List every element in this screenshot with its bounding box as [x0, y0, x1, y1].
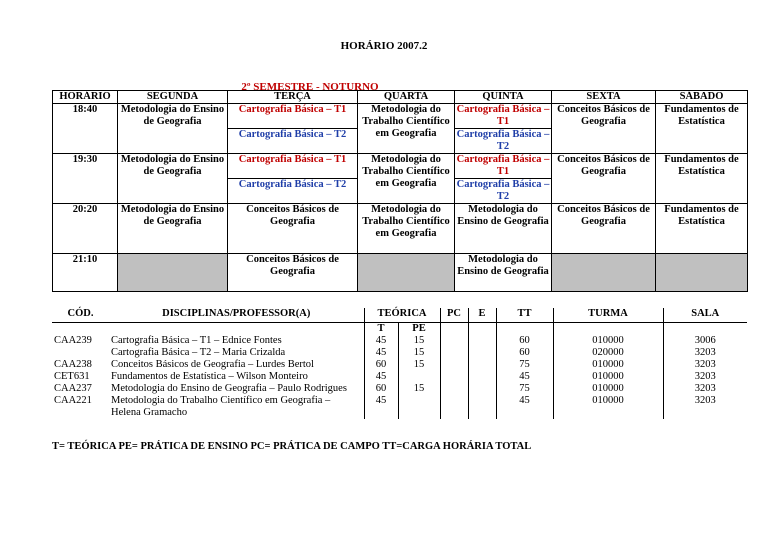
discipline-t: 45	[364, 371, 398, 383]
header-horario: HORÁRIO	[53, 91, 118, 104]
quinta-cell: Metodologia do Ensino de Geografia	[455, 204, 552, 254]
quinta-t2-cell: Cartografia Básica – T2	[455, 129, 552, 154]
discipline-code: CAA237	[54, 383, 92, 394]
discipline-t: 60	[364, 383, 398, 395]
time-cell: 19:30	[53, 154, 118, 204]
time-cell: 20:20	[53, 204, 118, 254]
schedule-table	[52, 90, 748, 292]
header-e: E	[468, 308, 496, 323]
terca-cell: Conceitos Básicos de Geografia	[228, 204, 358, 254]
sexta-cell: Conceitos Básicos de Geografia	[552, 104, 656, 154]
semester-label: 2º SEMESTRE - NOTURNO	[241, 81, 379, 93]
discipline-sala: 3203	[663, 383, 747, 395]
schedule-header-row	[53, 91, 748, 104]
page-title: HORÁRIO 2007.2	[340, 40, 428, 52]
discipline-tt: 60	[496, 335, 553, 347]
header-quinta: QUINTA	[455, 91, 552, 104]
discipline-sala: 3203	[663, 347, 747, 359]
segunda-cell: Metodologia do Ensino de Geografia	[118, 104, 228, 154]
empty-grey-cell	[358, 254, 455, 292]
quarta-cell: Metodologia do Trabalho Científico em Geografia	[358, 104, 455, 154]
header-quarta: QUARTA	[358, 91, 455, 104]
discipline-row	[52, 383, 747, 395]
time-cell: 18:40	[53, 104, 118, 154]
sexta-cell: Conceitos Básicos de Geografia	[552, 154, 656, 204]
discipline-row	[52, 335, 747, 347]
discipline-code: CAA239	[54, 335, 92, 346]
quinta-t1-cell: Cartografia Básica – T1	[455, 104, 552, 129]
discipline-t: 45	[364, 347, 398, 359]
terca-t1-cell: Cartografia Básica – T1	[228, 154, 358, 179]
discipline-name: Conceitos Básicos de Geografia – Lurdes Bertol	[111, 359, 314, 370]
quarta-cell: Metodologia do Trabalho Científico em Geografia	[358, 154, 455, 204]
header-pe: PE	[398, 323, 440, 336]
quinta-cell: Metodologia do Ensino de Geografia	[455, 254, 552, 292]
discipline-name: Metodologia do Trabalho Científico em Geografia – Helena Gramacho	[111, 395, 331, 418]
header-pc: PC	[440, 308, 468, 323]
discipline-sala: 3203	[663, 371, 747, 383]
discipline-t: 60	[364, 359, 398, 371]
disciplines-header-row	[52, 308, 747, 323]
discipline-pe: 15	[398, 359, 440, 371]
segunda-cell: Metodologia do Ensino de Geografia	[118, 154, 228, 204]
quinta-t2-cell: Cartografia Básica – T2	[455, 179, 552, 204]
header-tt: TT	[496, 308, 553, 323]
quarta-cell: Metodologia do Trabalho Científico em Geografia	[358, 204, 455, 254]
terca-t2-cell: Cartografia Básica – T2	[228, 129, 358, 154]
empty-grey-cell	[656, 254, 748, 292]
time-cell: 21:10	[53, 254, 118, 292]
disciplines-table	[52, 308, 747, 419]
discipline-turma: 010000	[553, 371, 663, 383]
discipline-tt: 75	[496, 383, 553, 395]
sexta-cell: Conceitos Básicos de Geografia	[552, 204, 656, 254]
discipline-turma: 020000	[553, 347, 663, 359]
discipline-name: Fundamentos de Estatística – Wilson Monteiro	[111, 371, 308, 382]
discipline-turma: 010000	[553, 359, 663, 371]
sabado-cell: Fundamentos de Estatística	[656, 104, 748, 154]
schedule-row	[53, 254, 748, 292]
terca-cell: Conceitos Básicos de Geografia	[228, 254, 358, 292]
discipline-sala: 3203	[663, 395, 747, 419]
empty-grey-cell	[552, 254, 656, 292]
discipline-code: CAA221	[54, 395, 92, 406]
discipline-tt: 75	[496, 359, 553, 371]
empty-grey-cell	[118, 254, 228, 292]
discipline-pe	[398, 371, 440, 383]
header-sala: SALA	[663, 308, 747, 323]
header-cod: CÓD.	[52, 308, 109, 323]
quinta-t1-cell: Cartografia Básica – T1	[455, 154, 552, 179]
schedule-row	[53, 104, 748, 129]
discipline-code	[52, 347, 109, 359]
disciplines-subheader-row	[52, 323, 747, 336]
discipline-pe: 15	[398, 347, 440, 359]
terca-t2-cell: Cartografia Básica – T2	[228, 179, 358, 204]
header-terca: TERÇA	[228, 91, 358, 104]
header-t: T	[364, 323, 398, 336]
segunda-cell: Metodologia do Ensino de Geografia	[118, 204, 228, 254]
discipline-turma: 010000	[553, 335, 663, 347]
discipline-sala: 3203	[663, 359, 747, 371]
discipline-row	[52, 347, 747, 359]
discipline-tt: 60	[496, 347, 553, 359]
header-sabado: SÁBADO	[656, 91, 748, 104]
discipline-sala: 3006	[663, 335, 747, 347]
discipline-pe: 15	[398, 383, 440, 395]
discipline-row	[52, 371, 747, 383]
discipline-name: Metodologia do Ensino de Geografia – Paulo Rodrigues	[111, 383, 347, 394]
discipline-name: Cartografia Básica – T2 – Maria Crizalda	[111, 347, 286, 358]
discipline-tt: 45	[496, 395, 553, 419]
discipline-t: 45	[364, 335, 398, 347]
discipline-turma: 010000	[553, 383, 663, 395]
discipline-name: Cartografia Básica – T1 – Ednice Fontes	[111, 335, 282, 346]
sabado-cell: Fundamentos de Estatística	[656, 204, 748, 254]
schedule-row	[53, 154, 748, 179]
discipline-row	[52, 359, 747, 371]
legend: T= TEÓRICA PE= PRÁTICA DE ENSINO PC= PRÁTICA DE CAMPO TT=CARGA HORÁRIA TOTAL	[52, 441, 532, 452]
header-disciplinas: DISCIPLINAS/PROFESSOR(A)	[109, 308, 364, 323]
discipline-turma: 010000	[553, 395, 663, 419]
header-sexta: SEXTA	[552, 91, 656, 104]
discipline-pe: 15	[398, 335, 440, 347]
header-teorica: TEÓRICA	[364, 308, 440, 323]
schedule-row	[53, 204, 748, 254]
discipline-tt: 45	[496, 371, 553, 383]
sabado-cell: Fundamentos de Estatística	[656, 154, 748, 204]
discipline-code: CET631	[54, 371, 90, 382]
terca-t1-cell: Cartografia Básica – T1	[228, 104, 358, 129]
discipline-pe	[398, 395, 440, 419]
discipline-code: CAA238	[54, 359, 92, 370]
discipline-row	[52, 395, 747, 419]
header-segunda: SEGUNDA	[118, 91, 228, 104]
header-turma: TURMA	[553, 308, 663, 323]
discipline-t: 45	[364, 395, 398, 419]
